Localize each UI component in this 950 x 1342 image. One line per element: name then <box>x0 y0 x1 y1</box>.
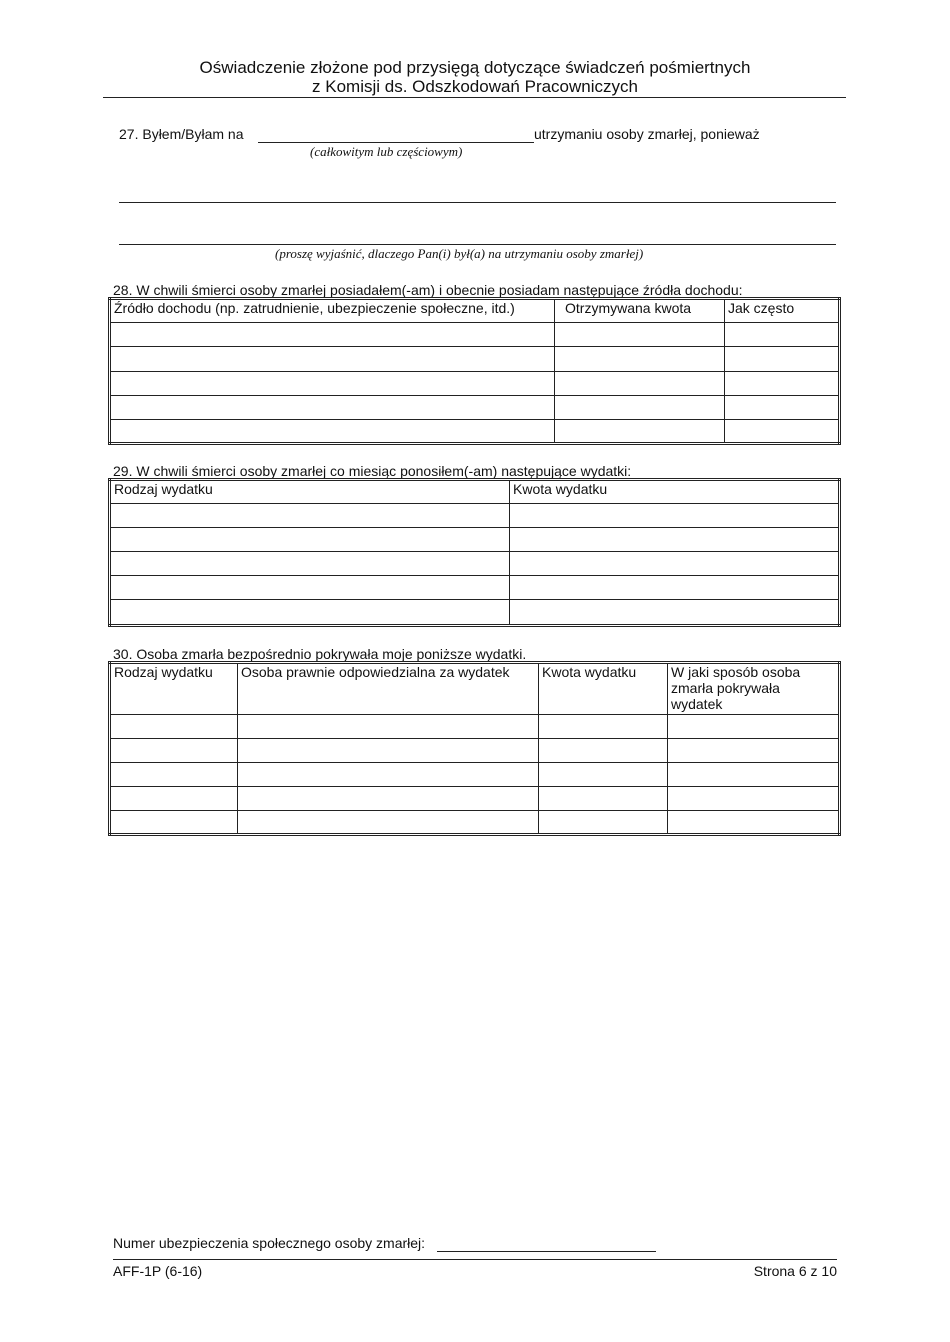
table-cell[interactable] <box>238 763 539 787</box>
q30-label: 30. Osoba zmarła bezpośrednio pokrywała moje poniższe wydatki. <box>113 646 527 662</box>
q27-prefix: 27. Byłem/Byłam na <box>119 126 244 142</box>
table-cell[interactable] <box>110 323 555 347</box>
col-frequency: Jak często <box>725 299 840 323</box>
table-cell[interactable] <box>510 552 840 576</box>
table-cell[interactable] <box>555 396 725 420</box>
table-cell[interactable] <box>238 715 539 739</box>
col-expense-type: Rodzaj wydatku <box>110 663 238 715</box>
q27-dependency-hint: (całkowitym lub częściowym) <box>310 144 463 159</box>
income-sources-table <box>108 297 841 445</box>
table-cell[interactable] <box>725 396 840 420</box>
monthly-expenses-table <box>108 478 841 627</box>
q27-explain-line-1[interactable] <box>119 202 836 203</box>
q27-suffix: utrzymaniu osoby zmarłej, ponieważ <box>534 126 760 142</box>
table-cell[interactable] <box>725 372 840 396</box>
table-cell[interactable] <box>110 372 555 396</box>
table-cell[interactable] <box>668 715 840 739</box>
table-cell[interactable] <box>725 323 840 347</box>
header-divider <box>103 97 846 98</box>
table-row <box>110 811 840 835</box>
table-cell[interactable] <box>539 811 668 835</box>
form-id: AFF-1P (6-16) <box>113 1263 203 1279</box>
table-row <box>110 420 840 444</box>
col-legally-responsible: Osoba prawnie odpowiedzialna za wydatek <box>238 663 539 715</box>
table-row <box>110 504 840 528</box>
table-cell[interactable] <box>725 347 840 372</box>
table-cell[interactable] <box>555 323 725 347</box>
table-row <box>110 576 840 600</box>
col-expense-amount: Kwota wydatku <box>510 480 840 504</box>
q27-dependency-field[interactable] <box>258 142 534 143</box>
table-row <box>110 715 840 739</box>
table-cell[interactable] <box>110 739 238 763</box>
table-cell[interactable] <box>539 739 668 763</box>
table-cell[interactable] <box>110 420 555 444</box>
col-payment-method: W jaki sposób osoba zmarła pokrywała wydatek <box>668 663 840 715</box>
table-cell[interactable] <box>668 739 840 763</box>
table-row <box>110 787 840 811</box>
table-row <box>110 396 840 420</box>
page-number: Strona 6 z 10 <box>753 1263 837 1279</box>
table-cell[interactable] <box>110 787 238 811</box>
col-expense-type: Rodzaj wydatku <box>110 480 510 504</box>
deceased-paid-expenses-table <box>108 661 841 836</box>
footer-divider <box>113 1259 837 1260</box>
table-cell[interactable] <box>510 504 840 528</box>
table-cell[interactable] <box>668 787 840 811</box>
table-row <box>110 600 840 626</box>
table-cell[interactable] <box>510 528 840 552</box>
table-row <box>110 552 840 576</box>
table-cell[interactable] <box>110 576 510 600</box>
table-cell[interactable] <box>110 396 555 420</box>
table-cell[interactable] <box>110 763 238 787</box>
table-cell[interactable] <box>539 763 668 787</box>
table-header-row <box>110 299 840 323</box>
table-cell[interactable] <box>110 504 510 528</box>
col-expense-amount: Kwota wydatku <box>539 663 668 715</box>
table-header-row <box>110 663 840 715</box>
col-income-source: Źródło dochodu (np. zatrudnienie, ubezpieczenie społeczne, itd.) <box>110 299 555 323</box>
table-row <box>110 528 840 552</box>
table-row <box>110 323 840 347</box>
table-cell[interactable] <box>668 763 840 787</box>
table-cell[interactable] <box>539 787 668 811</box>
table-cell[interactable] <box>110 552 510 576</box>
table-cell[interactable] <box>510 600 840 626</box>
table-cell[interactable] <box>555 420 725 444</box>
table-row <box>110 763 840 787</box>
ssn-label: Numer ubezpieczenia społecznego osoby zmarłej: <box>113 1235 426 1251</box>
col-amount-received: Otrzymywana kwota <box>555 299 725 323</box>
table-cell[interactable] <box>510 576 840 600</box>
table-cell[interactable] <box>110 528 510 552</box>
q28-label: 28. W chwili śmierci osoby zmarłej posiadałem(-am) i obecnie posiadam następujące źródła dochodu: <box>113 282 743 298</box>
table-cell[interactable] <box>110 347 555 372</box>
page-title-line1: Oświadczenie złożone pod przysięgą dotyczące świadczeń pośmiertnych <box>199 58 751 77</box>
table-cell[interactable] <box>238 811 539 835</box>
table-cell[interactable] <box>238 787 539 811</box>
table-row <box>110 372 840 396</box>
table-cell[interactable] <box>555 347 725 372</box>
table-cell[interactable] <box>725 420 840 444</box>
table-cell[interactable] <box>555 372 725 396</box>
table-header-row <box>110 480 840 504</box>
table-cell[interactable] <box>668 811 840 835</box>
table-cell[interactable] <box>238 739 539 763</box>
table-row <box>110 347 840 372</box>
table-cell[interactable] <box>110 715 238 739</box>
page-title-line2: z Komisji ds. Odszkodowań Pracowniczych <box>312 77 638 96</box>
ssn-field[interactable] <box>437 1251 656 1252</box>
q29-label: 29. W chwili śmierci osoby zmarłej co miesiąc ponosiłem(-am) następujące wydatki: <box>113 463 632 479</box>
q27-explain-line-2[interactable] <box>119 244 836 245</box>
table-cell[interactable] <box>110 811 238 835</box>
table-cell[interactable] <box>539 715 668 739</box>
q27-explain-hint: (proszę wyjaśnić, dlaczego Pan(i) był(a) na utrzymaniu osoby zmarłej) <box>275 246 644 261</box>
table-row <box>110 739 840 763</box>
table-cell[interactable] <box>110 600 510 626</box>
